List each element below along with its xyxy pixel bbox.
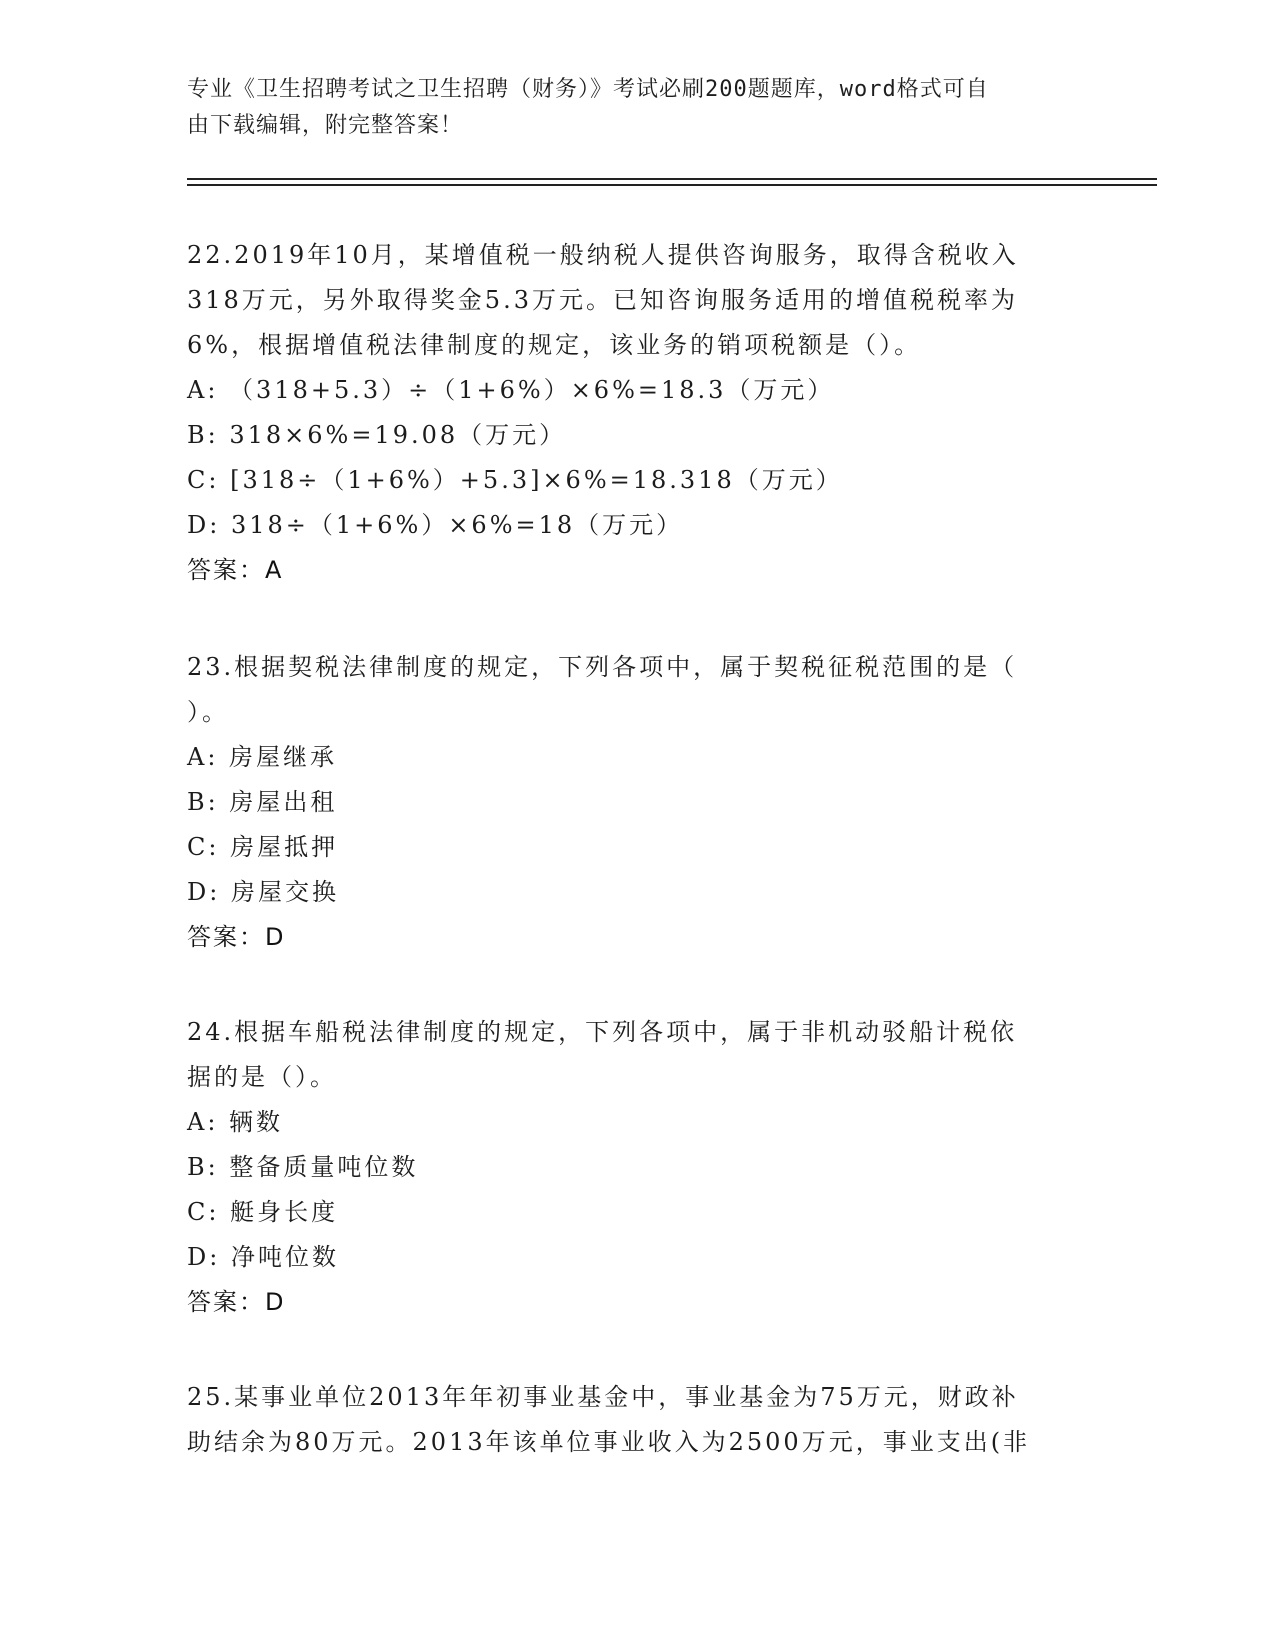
answer-line: 答案：D [187, 923, 286, 951]
question-stem [187, 645, 1077, 735]
stem-line: 22.2019年10月，某增值税一般纳税人提供咨询服务，取得含税收入 [187, 241, 1019, 269]
header-divider-top [187, 178, 1157, 180]
header-divider-bottom [187, 184, 1157, 186]
option-c: C: 房屋抵押 [187, 833, 339, 861]
question-24 [187, 1010, 1077, 1325]
stem-line: ）。 [187, 698, 229, 726]
option-b: B: 318×6%=19.08（万元） [187, 421, 567, 449]
question-25 [187, 1375, 1077, 1465]
stem-line: 据的是（）。 [187, 1063, 337, 1091]
option-a: A: （318+5.3）÷（1+6%）×6%=18.3（万元） [187, 376, 835, 404]
stem-line: 6%，根据增值税法律制度的规定，该业务的销项税额是（）。 [187, 331, 922, 359]
option-b: B: 房屋出租 [187, 788, 338, 816]
stem-line: 23.根据契税法律制度的规定，下列各项中，属于契税征税范围的是（ [187, 653, 1018, 681]
stem-line: 助结余为80万元。2013年该单位事业收入为2500万元，事业支出(非 [187, 1428, 1031, 1456]
stem-line: 25.某事业单位2013年年初事业基金中，事业基金为75万元，财政补 [187, 1383, 1019, 1411]
option-a: A: 房屋继承 [187, 743, 338, 771]
option-d: D: 房屋交换 [187, 878, 339, 906]
question-stem [187, 233, 1077, 368]
option-b: B: 整备质量吨位数 [187, 1153, 419, 1181]
header-line-1: 专业《卫生招聘考试之卫生招聘（财务）》考试必刷200题题库，word格式可自 [187, 77, 989, 102]
question-stem [187, 1375, 1077, 1465]
option-c: C: 艇身长度 [187, 1198, 339, 1226]
option-a: A: 辆数 [187, 1108, 284, 1136]
stem-line: 318万元，另外取得奖金5.3万元。已知咨询服务适用的增值税税率为 [187, 286, 1018, 314]
option-c: C: [318÷（1+6%）+5.3]×6%=18.318（万元） [187, 466, 843, 494]
answer-line: 答案：A [187, 556, 284, 584]
document-header [187, 72, 1067, 144]
question-23 [187, 645, 1077, 960]
option-d: D: 318÷（1+6%）×6%=18（万元） [187, 511, 684, 539]
question-stem [187, 1010, 1077, 1100]
question-22 [187, 233, 1077, 593]
answer-line: 答案：D [187, 1288, 286, 1316]
option-d: D: 净吨位数 [187, 1243, 339, 1271]
header-line-2: 由下载编辑，附完整答案！ [187, 113, 464, 138]
stem-line: 24.根据车船税法律制度的规定，下列各项中，属于非机动驳船计税依 [187, 1018, 1018, 1046]
